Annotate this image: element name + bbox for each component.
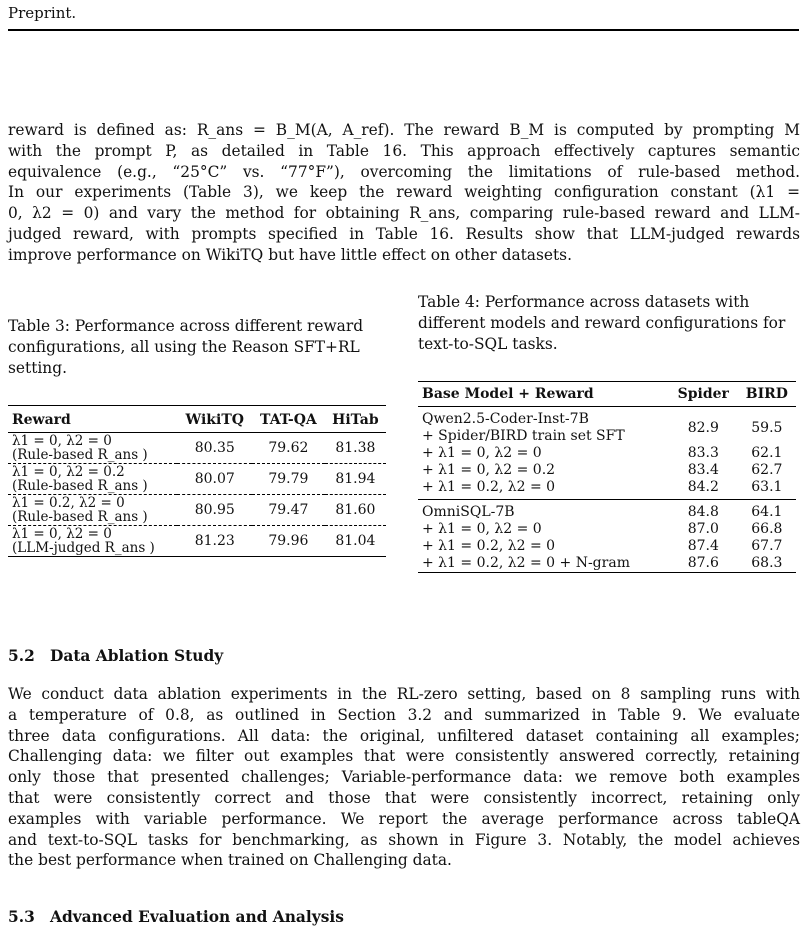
text-line: improve performance on WikiTQ but have little effect on other datasets. <box>8 245 572 264</box>
table4-label-cell <box>418 521 669 538</box>
paragraph-data-ablation <box>8 684 800 871</box>
table3-row <box>8 464 386 495</box>
text-line: that were consistently correct and those that were consistently incorrect, retaining only <box>8 788 800 807</box>
table4-label-cell <box>418 462 669 479</box>
header-rule <box>8 29 799 31</box>
reward-method: (LLM-judged R_ans ) <box>12 540 155 556</box>
table4-caption: Table 4: Performance across datasets with different models and reward configurations for text-to-SQL tasks. <box>418 293 786 353</box>
table3-header-row <box>8 406 386 433</box>
table4-value-cell: 63.1 <box>751 479 783 495</box>
table4-value-cell: 87.4 <box>687 538 719 554</box>
table4-value-cell: 83.3 <box>687 445 719 461</box>
table3-value-cell: 79.79 <box>268 470 309 487</box>
table4-value-cell: 84.8 <box>687 504 719 520</box>
model-label: + λ1 = 0, λ2 = 0 <box>422 521 542 537</box>
model-label: + λ1 = 0.2, λ2 = 0 <box>422 479 556 495</box>
reward-method: (Rule-based R_ans ) <box>12 478 148 494</box>
table3-reward-cell <box>8 464 177 495</box>
section-number: 5.2 <box>8 647 35 665</box>
section-heading-5-3 <box>8 908 344 926</box>
table4-row <box>418 445 796 462</box>
table4-row <box>418 555 796 573</box>
table4-value-cell: 59.5 <box>751 419 783 436</box>
model-label: + λ1 = 0.2, λ2 = 0 + N-gram <box>422 555 630 571</box>
table3-value-cell: 81.38 <box>335 439 376 456</box>
text-line: 0, λ2 = 0) and vary the method for obtaining R_ans, comparing rule-based reward and LLM- <box>8 204 800 223</box>
table4-value-cell: 67.7 <box>751 538 783 554</box>
text-line: judged reward, with prompts specified in Table 16. Results show that LLM-judged rewards <box>8 224 800 243</box>
table4-label-cell <box>418 538 669 555</box>
section-title: Advanced Evaluation and Analysis <box>50 908 344 926</box>
table3-value-cell: 81.23 <box>194 532 235 549</box>
table4-header-model: Base Model + Reward <box>422 386 594 402</box>
page-header: Preprint. <box>8 4 77 22</box>
table3 <box>8 405 386 557</box>
table4 <box>418 381 796 573</box>
section-heading-5-2 <box>8 647 223 665</box>
reward-config: λ1 = 0, λ2 = 0.2 <box>12 464 125 480</box>
table4-header-row <box>418 382 796 407</box>
table4-value-cell: 87.0 <box>687 521 719 537</box>
table4-label-cell <box>418 555 669 573</box>
table4-row <box>418 521 796 538</box>
table3-row <box>8 526 386 557</box>
table4-value-cell: 64.1 <box>751 504 783 520</box>
table3-reward-cell <box>8 495 177 526</box>
table3-reward-cell <box>8 526 177 557</box>
text-line: We conduct data ablation experiments in the RL-zero setting, based on 8 sampling runs with <box>8 685 800 703</box>
reward-config: λ1 = 0.2, λ2 = 0 <box>12 495 125 511</box>
table3-value-cell: 81.94 <box>335 470 376 487</box>
table4-label-cell <box>418 407 669 446</box>
model-label: + λ1 = 0, λ2 = 0 <box>422 445 542 461</box>
table3-value-cell: 81.04 <box>335 532 376 549</box>
table3-value-cell: 80.95 <box>194 501 235 518</box>
text-line: a temperature of 0.8, as outlined in Section 3.2 and summarized in Table 9. We evaluate <box>8 705 800 724</box>
table3-value-cell: 79.96 <box>268 532 309 549</box>
table4-label-cell <box>418 500 669 522</box>
text-line: reward is defined as: R_ans = B_M(A, A_ref). The reward B_M is computed by prompting M <box>8 121 800 139</box>
table4-value-cell: 83.4 <box>687 462 719 478</box>
text-line: the best performance when trained on Challenging data. <box>8 851 452 870</box>
text-line: with the prompt P, as detailed in Table 16. This approach effectively captures semantic <box>8 141 800 160</box>
text-line: and text-to-SQL tasks for benchmarking, as shown in Figure 3. Notably, the model achieves <box>8 830 800 849</box>
table3-header-tatqa: TAT-QA <box>260 412 317 428</box>
model-label-continued: + Spider/BIRD train set SFT <box>422 428 625 444</box>
table4-row <box>418 538 796 555</box>
table4-value-cell: 62.7 <box>751 462 783 478</box>
table4-header-spider: Spider <box>677 386 729 402</box>
table3-row <box>8 433 386 464</box>
paragraph-reward <box>8 120 800 266</box>
model-label: + λ1 = 0, λ2 = 0.2 <box>422 462 556 478</box>
table4-value-cell: 66.8 <box>751 521 783 537</box>
table4-value-cell: 68.3 <box>751 555 783 571</box>
table4-row <box>418 479 796 500</box>
reward-method: (Rule-based R_ans ) <box>12 509 148 525</box>
table4-row <box>418 500 796 522</box>
table4-header-bird: BIRD <box>745 386 788 402</box>
table3-header-hitab: HiTab <box>332 412 379 428</box>
text-line: three data configurations. All data: the original, unfiltered dataset containing all examples; <box>8 726 800 745</box>
table4-value-cell: 62.1 <box>751 445 783 461</box>
table3-value-cell: 79.62 <box>268 439 309 456</box>
table3-reward-cell <box>8 433 177 464</box>
model-label: + λ1 = 0.2, λ2 = 0 <box>422 538 556 554</box>
table4-value-cell: 82.9 <box>687 419 719 436</box>
table3-header-wikitq: WikiTQ <box>185 412 244 428</box>
reward-config: λ1 = 0, λ2 = 0 <box>12 526 112 542</box>
table4-label-cell <box>418 445 669 462</box>
text-line: examples with variable performance. We report the average performance across tableQA <box>8 809 800 828</box>
text-line: only those that presented challenges; Variable-performance data: we remove both examples <box>8 768 800 787</box>
reward-method: (Rule-based R_ans ) <box>12 447 148 463</box>
model-label: OmniSQL-7B <box>422 504 515 520</box>
reward-config: λ1 = 0, λ2 = 0 <box>12 433 112 449</box>
table3-header-reward: Reward <box>12 412 71 428</box>
model-label: Qwen2.5-Coder-Inst-7B <box>422 411 589 427</box>
table3-caption: Table 3: Performance across different reward configurations, all using the Reason SFT+RL setting. <box>8 317 364 377</box>
table4-value-cell: 84.2 <box>687 479 719 495</box>
table3-row <box>8 495 386 526</box>
table4-value-cell: 87.6 <box>687 555 719 571</box>
table3-value-cell: 79.47 <box>268 501 309 518</box>
table3-value-cell: 81.60 <box>335 501 376 518</box>
section-number: 5.3 <box>8 908 35 926</box>
text-line: Challenging data: we filter out examples that were consistently answered correctly, retaining <box>8 747 800 766</box>
table4-label-cell <box>418 479 669 500</box>
text-line: equivalence (e.g., “25°C” vs. “77°F”), overcoming the limitations of rule-based method. <box>8 162 800 181</box>
table3-value-cell: 80.35 <box>194 439 235 456</box>
table4-row <box>418 407 796 446</box>
section-title: Data Ablation Study <box>50 647 224 665</box>
table3-value-cell: 80.07 <box>194 470 235 487</box>
text-line: In our experiments (Table 3), we keep the reward weighting configuration constant (λ1 = <box>8 183 800 202</box>
table4-row <box>418 462 796 479</box>
